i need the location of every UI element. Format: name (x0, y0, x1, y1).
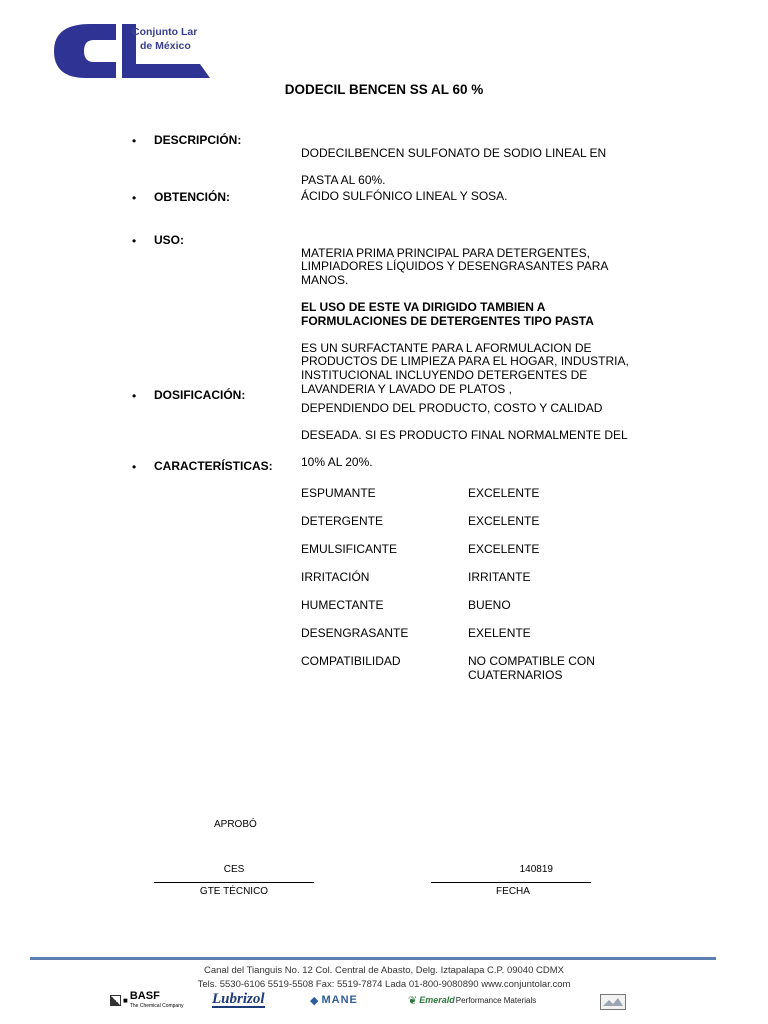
partner-badge-icon (600, 994, 626, 1010)
footer-rule (30, 957, 716, 960)
characteristic-name: DETERGENTE (301, 514, 384, 528)
characteristic-value: EXCELENTE (468, 486, 540, 500)
uso-text-1: MATERIA PRIMA PRINCIPAL PARA DETERGENTES, LIMPIADORES LÍQUIDOS Y DESENGRASANTES PARA MANOS. (301, 245, 609, 287)
characteristic-name: IRRITACIÓN (301, 570, 370, 584)
characteristics-row (301, 543, 661, 571)
bullet-icon: • (132, 134, 137, 148)
document-title: DODECIL BENCEN SS AL 60 % (284, 82, 484, 97)
footer-contact: Tels. 5530-6106 5519-5508 Fax: 5519-7874 Lada 01-800-9080890 www.conjuntolar.com (197, 979, 571, 990)
dosificacion-line-2: DESEADA. SI ES PRODUCTO FINAL NORMALMENTE DEL (301, 427, 628, 442)
lubrizol-name: Lubrizol (212, 991, 265, 1007)
footer-address: Canal del Tianguis No. 12 Col. Central de Abasto, Delg. Iztapalapa C.P. 09040 CDMX (204, 965, 564, 976)
basf-tagline: The Chemical Company (129, 1002, 184, 1009)
company-logo (50, 20, 210, 82)
emerald-name-2: Performance Materials (455, 995, 537, 1005)
section-label-descripcion: DESCRIPCIÓN: (154, 133, 242, 147)
section-label-obtencion: OBTENCIÓN: (154, 190, 230, 204)
date-value: 140819 (519, 864, 553, 875)
characteristic-value: EXCELENTE (468, 542, 540, 556)
characteristics-table (301, 487, 661, 685)
basf-name: BASF (129, 989, 160, 1002)
characteristics-row (301, 571, 661, 599)
mane-logo (310, 990, 358, 1010)
emerald-leaf-icon: ❦ (408, 994, 418, 1007)
characteristic-name: EMULSIFICANTE (301, 542, 398, 556)
section-value-dosificacion (301, 388, 628, 483)
basf-logo: ■ BASF The Chemical Company (110, 990, 183, 1010)
characteristic-name: HUMECTANTE (301, 598, 384, 612)
bullet-icon: • (132, 234, 137, 248)
section-label-dosificacion: DOSIFICACIÓN: (154, 388, 246, 402)
company-name-line2: de México (140, 40, 191, 52)
characteristic-name: DESENGRASANTE (301, 626, 409, 640)
emerald-name-1: Emerald (419, 995, 455, 1005)
uso-text-2: ES UN SURFACTANTE PARA L AFORMULACION DE PRODUCTOS DE LIMPIEZA PARA EL HOGAR, INDUSTRIA, INSTITUCIONAL INCLUYENDO DETERGENTES DE LAVANDERIA Y LAVADO DE PLATOS , (301, 340, 629, 396)
characteristics-row (301, 599, 661, 627)
date-value-wrap (431, 864, 591, 875)
uso-text-bold: EL USO DE ESTE VA DIRIGIDO TAMBIEN A FORMULACIONES DE DETERGENTES TIPO PASTA (301, 299, 594, 328)
characteristic-name: COMPATIBILIDAD (301, 654, 401, 668)
section-label-caracteristicas: CARACTERÍSTICAS: (154, 459, 273, 473)
characteristic-value: NO COMPATIBLE CON CUATERNARIOS (468, 654, 595, 682)
characteristics-row (301, 627, 661, 655)
section-label-uso: USO: (154, 233, 184, 247)
characteristic-value: BUENO (468, 598, 511, 612)
characteristics-row (301, 655, 661, 685)
basf-icon (110, 995, 121, 1006)
descripcion-line-2: PASTA AL 60%. (301, 172, 386, 187)
characteristic-value: IRRITANTE (468, 570, 531, 584)
date-signature-line (431, 882, 591, 883)
lubrizol-logo (212, 990, 265, 1010)
date-caption: FECHA (496, 886, 530, 897)
emerald-logo (408, 990, 536, 1010)
company-name-line1: Conjunto Lar (132, 26, 198, 38)
dosificacion-line-1: DEPENDIENDO DEL PRODUCTO, COSTO Y CALIDAD (301, 400, 603, 415)
bullet-icon: • (132, 389, 137, 403)
dosificacion-line-3: 10% AL 20%. (301, 454, 373, 469)
section-value-obtencion: ÁCIDO SULFÓNICO LINEAL Y SOSA. (301, 189, 508, 203)
descripcion-line-1: DODECILBENCEN SULFONATO DE SODIO LINEAL EN (301, 145, 607, 160)
bullet-icon: • (132, 460, 137, 474)
characteristics-row (301, 487, 661, 515)
characteristic-value: EXCELENTE (468, 514, 540, 528)
bullet-icon: • (132, 191, 137, 205)
characteristics-row (301, 515, 661, 543)
characteristic-value: EXELENTE (468, 626, 531, 640)
section-value-uso (301, 233, 661, 410)
approved-label: APROBÓ (214, 819, 257, 830)
approver-value: CES (223, 864, 245, 875)
approver-caption: GTE TÉCNICO (199, 886, 269, 897)
characteristic-name: ESPUMANTE (301, 486, 376, 500)
mane-icon: ◆ (310, 994, 319, 1007)
mane-name: MANE (321, 994, 358, 1006)
approver-signature-line (154, 882, 314, 883)
